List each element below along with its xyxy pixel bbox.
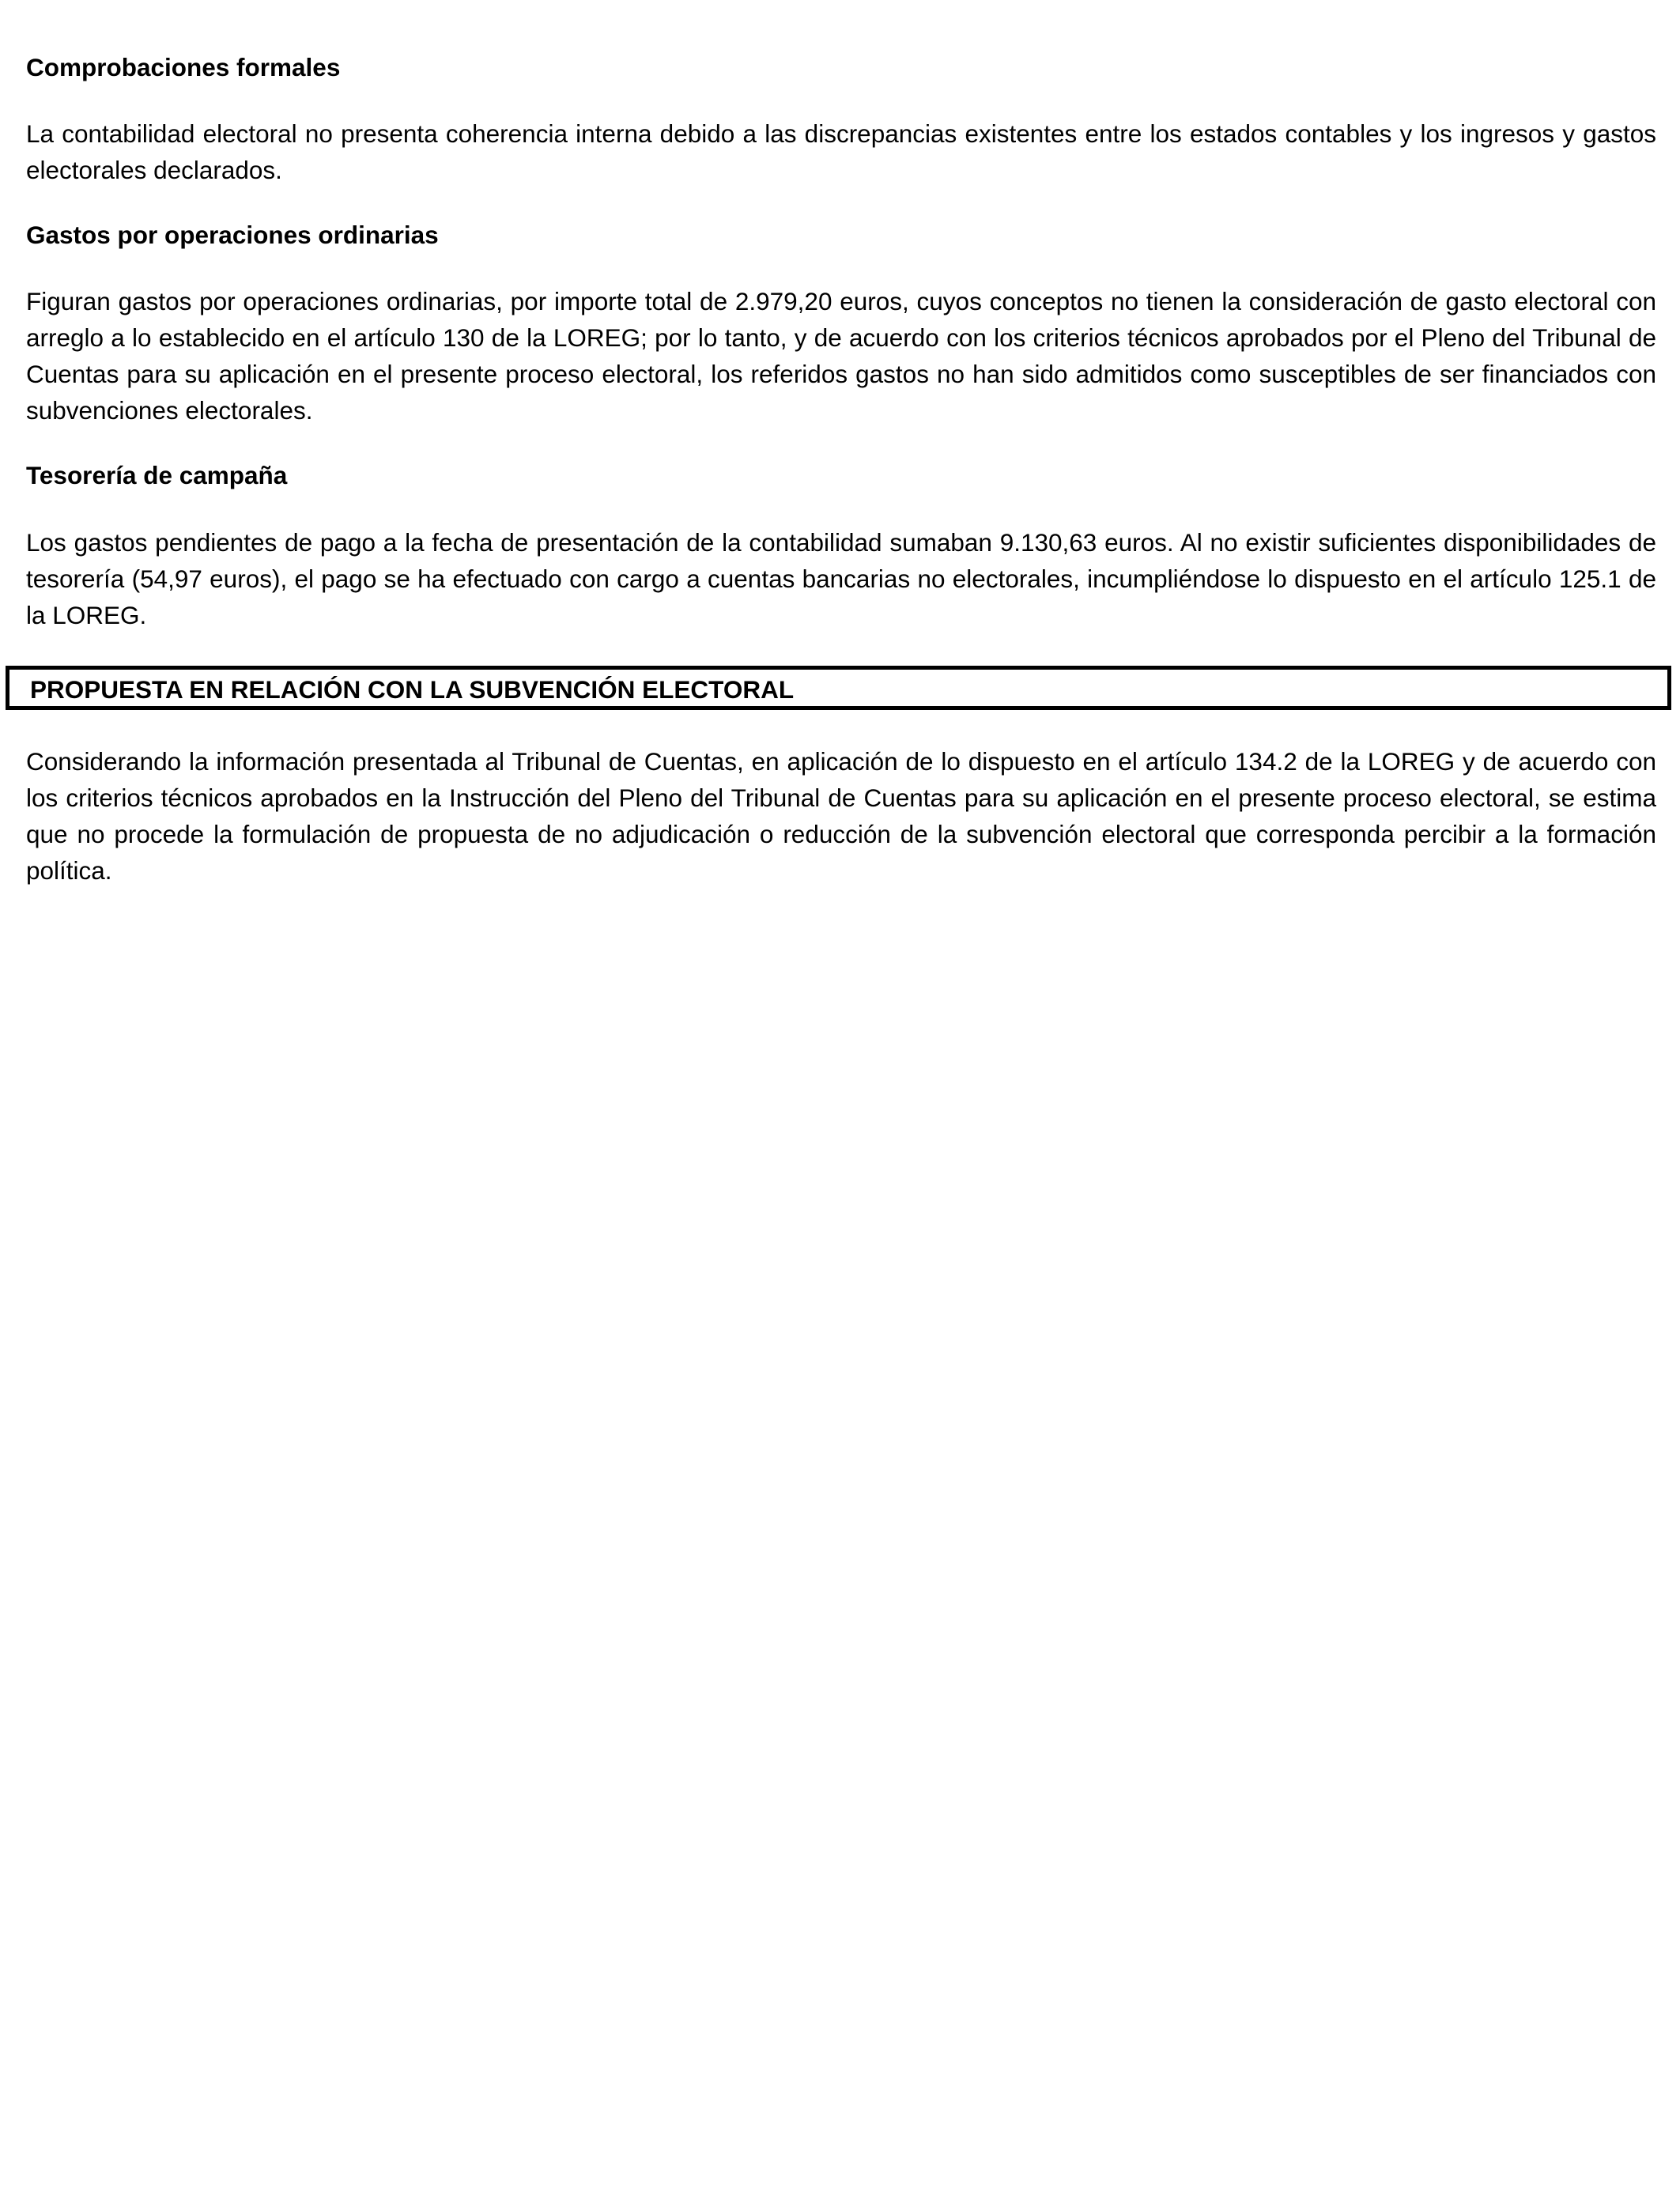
paragraph-campaign-treasury: Los gastos pendientes de pago a la fecha de presentación de la contabilidad sumaban 9.130,63 euros. Al no existir suficientes disponibilidades de tesorería (54,97 euros), el pago se ha efectuado con cargo a cuentas bancarias no electorales, incumpliéndose lo dispuesto en el artículo 125.1 de la LOREG.	[26, 528, 1656, 629]
proposal-heading: PROPUESTA EN RELACIÓN CON LA SUBVENCIÓN ELECTORAL	[30, 675, 795, 704]
paragraph-ordinary-expenses: Figuran gastos por operaciones ordinarias, por importe total de 2.979,20 euros, cuyos conceptos no tienen la consideración de gasto electoral con arreglo a lo establecido en el artículo 130 de la LOREG; por lo tanto, y de acuerdo con los criterios técnicos aprobados por el Pleno del Tribunal de Cuentas para su aplicación en el presente proceso electoral, los referidos gastos no han sido admitidos como susceptibles de ser financiados con subvenciones electorales.	[26, 287, 1656, 425]
paragraph-formal-checks: La contabilidad electoral no presenta coherencia interna debido a las discrepancias existentes entre los estados contables y los ingresos y gastos electorales declarados.	[26, 119, 1656, 184]
heading-campaign-treasury: Tesorería de campaña	[26, 461, 288, 489]
heading-formal-checks: Comprobaciones formales	[26, 53, 341, 81]
proposal-heading-box	[6, 666, 1671, 710]
paragraph-proposal: Considerando la información presentada al Tribunal de Cuentas, en aplicación de lo dispuesto en el artículo 134.2 de la LOREG y de acuerdo con los criterios técnicos aprobados en la Instrucción del Pleno del Tribunal de Cuentas para su aplicación en el presente proceso electoral, se estima que no procede la formulación de propuesta de no adjudicación o reducción de la subvención electoral que corresponda percibir a la formación política.	[26, 747, 1656, 885]
heading-ordinary-expenses: Gastos por operaciones ordinarias	[26, 221, 439, 249]
